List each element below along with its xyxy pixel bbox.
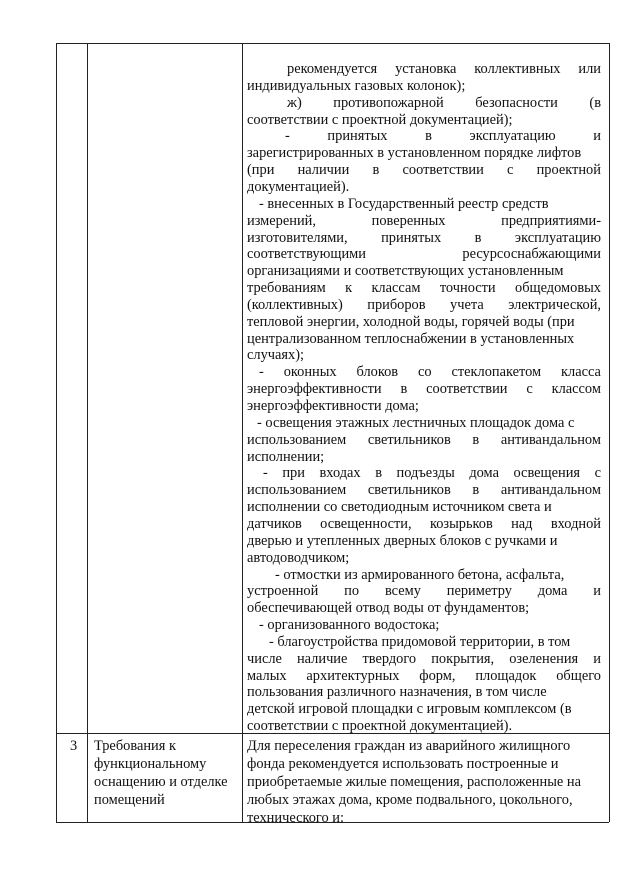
word: проектной <box>536 162 601 179</box>
text-line <box>247 212 601 230</box>
word: классам <box>371 280 421 297</box>
word: озеленения <box>509 650 579 667</box>
text-line <box>247 448 324 466</box>
word: общедомовых <box>515 280 601 297</box>
word: обеспечивающей отвод воды от фундаментов; <box>247 600 530 617</box>
row-title-line: функциональному <box>94 756 207 772</box>
word: детской игровой площадки с игровым комплексом (в <box>247 701 572 718</box>
word: входах <box>319 465 361 482</box>
word: (в <box>589 94 601 111</box>
text-line <box>247 279 601 297</box>
word: класса <box>561 364 601 381</box>
text-line <box>247 77 465 95</box>
text-line <box>259 195 549 213</box>
text-line <box>247 667 601 685</box>
row-title-line: оснащению и отделке <box>94 774 228 790</box>
word: и <box>593 650 601 667</box>
word: предприятиями- <box>501 212 601 229</box>
word: энергоэффективности дома; <box>247 398 419 414</box>
word: подъезды <box>396 465 455 482</box>
word: числе <box>247 650 282 667</box>
word: коллективных <box>474 61 561 77</box>
row-number: 3 <box>70 738 78 754</box>
word: эксплуатацию <box>514 229 601 246</box>
word: периметру <box>446 583 512 600</box>
word: ресурсоснабжающими <box>462 246 601 263</box>
row-title-line: Требования к <box>94 738 176 754</box>
word: дверью и утепленных дверных блоков с ручками и <box>247 532 558 549</box>
text-line <box>247 313 575 331</box>
word: оконных <box>283 364 337 381</box>
word: автодоводчиком; <box>247 549 350 566</box>
word: противопожарной <box>333 94 444 111</box>
word: - отмостки из армированного бетона, асфальта, <box>275 566 565 583</box>
text-line <box>247 380 601 398</box>
word: всему <box>384 583 421 600</box>
word: - внесенных в Государственный реестр средств <box>259 195 549 212</box>
word: любых этажах дома, кроме подвального, цокольного, <box>247 792 573 808</box>
word: точности <box>439 280 496 297</box>
word: общего <box>556 667 601 684</box>
text-line <box>247 178 349 196</box>
word: соответствующими <box>247 246 366 263</box>
word: площадок <box>475 667 537 684</box>
word: индивидуальных газовых колонок); <box>247 77 466 94</box>
word: освещенности, <box>320 515 412 532</box>
word: в <box>472 482 480 499</box>
word: и <box>593 128 601 145</box>
text-line <box>247 582 601 600</box>
text-line <box>287 60 601 78</box>
word: светильников <box>367 431 451 448</box>
word: с <box>526 381 533 398</box>
word: измерений, <box>247 212 316 229</box>
word: соответствии <box>426 381 508 398</box>
text-line <box>247 773 581 791</box>
text-line <box>247 809 344 827</box>
table-border-right <box>609 43 610 822</box>
text-line <box>247 515 601 533</box>
word: антивандальном <box>500 482 601 499</box>
text-line <box>257 414 574 432</box>
word: в <box>372 162 380 179</box>
text-line <box>247 717 512 735</box>
word: требованиям <box>247 280 326 297</box>
word: (при <box>247 162 275 179</box>
word: козырьков <box>429 515 493 532</box>
word: соответствии с проектной документацией). <box>247 718 513 735</box>
word: тепловой энергии, холодной воды, горячей воды (при <box>247 313 575 330</box>
text-line <box>247 650 601 668</box>
word: и <box>593 583 601 600</box>
word: светильников <box>367 482 451 499</box>
word: зарегистрированных в установленном порядке лифтов <box>247 145 582 162</box>
text-line <box>285 127 601 145</box>
text-line <box>247 737 570 755</box>
word: централизованном теплоснабжении в установленных <box>247 330 575 347</box>
text-line <box>247 144 581 162</box>
text-line <box>247 397 419 415</box>
word: твердого <box>362 650 417 667</box>
word: исполнении; <box>247 448 325 465</box>
word: наличие <box>296 650 348 667</box>
word: использованием <box>247 431 347 448</box>
word: - <box>263 465 268 482</box>
word: при <box>282 465 305 482</box>
word: покрытия, <box>431 650 495 667</box>
word: энергоэффективности <box>247 381 382 398</box>
word: антивандальном <box>500 431 601 448</box>
word: изготовителями, <box>247 229 348 246</box>
word: рекомендуется <box>287 61 378 77</box>
text-line <box>269 633 570 651</box>
text-line <box>247 791 573 809</box>
text-line <box>247 296 601 314</box>
table-border-left <box>56 43 57 822</box>
text-line <box>259 363 601 381</box>
word: в <box>425 128 432 145</box>
word: по <box>344 583 360 600</box>
word: форм, <box>419 667 456 684</box>
word: эксплуатацию <box>469 128 556 145</box>
word: приборов <box>367 296 426 313</box>
word: технического и: <box>247 810 344 826</box>
word: в <box>474 229 482 246</box>
word: дома <box>469 465 499 482</box>
word: стеклопакетом <box>451 364 542 381</box>
text-line <box>247 229 601 247</box>
table-border-col1 <box>87 43 88 822</box>
word: освещения <box>513 465 581 482</box>
word: блоков <box>356 364 399 381</box>
word: Для переселения граждан из аварийного жилищного <box>247 738 571 754</box>
word: в <box>375 465 382 482</box>
table-border-top <box>56 43 609 44</box>
text-line <box>247 161 601 179</box>
word: электрической, <box>508 296 601 313</box>
word: в <box>472 431 480 448</box>
word: устроенной <box>247 583 319 600</box>
word: классом <box>551 381 601 398</box>
word: учета <box>450 296 484 313</box>
word: - освещения этажных лестничных площадок дома с <box>257 414 575 431</box>
text-line <box>247 330 574 348</box>
word: организациями и соответствующих установленным <box>247 263 564 280</box>
text-line <box>247 532 558 550</box>
table-border-col2 <box>242 43 243 822</box>
word: малых <box>247 667 287 684</box>
word: датчиков <box>247 515 302 532</box>
word: принятых <box>381 229 442 246</box>
word: принятых <box>327 128 388 145</box>
text-line <box>247 755 559 773</box>
word: случаях); <box>247 347 304 364</box>
text-line <box>247 481 601 499</box>
text-line <box>259 616 439 634</box>
word: исполнении со светодиодным источником света и <box>247 499 552 516</box>
word: - благоустройства придомовой территории, в том <box>269 633 571 650</box>
text-line <box>247 111 512 129</box>
word: поверенных <box>371 212 446 229</box>
word: дома <box>537 583 568 600</box>
word: соответствии <box>402 162 484 179</box>
text-line <box>275 566 564 584</box>
word: со <box>417 364 432 381</box>
word: наличии <box>297 162 350 179</box>
word: с <box>594 465 601 482</box>
word: входной <box>550 515 601 532</box>
word: к <box>345 280 353 297</box>
word: безопасности <box>475 94 558 111</box>
word: - организованного водостока; <box>259 617 440 634</box>
text-line <box>247 431 601 449</box>
word: (коллективных) <box>247 296 343 313</box>
word: соответствии с проектной документацией); <box>247 111 513 128</box>
word: ж) <box>287 94 302 111</box>
text-line <box>247 549 349 567</box>
text-line <box>287 94 601 112</box>
text-line <box>247 262 564 280</box>
word: или <box>578 61 601 77</box>
text-line <box>263 464 601 482</box>
text-line <box>247 700 572 718</box>
word: - <box>285 128 290 145</box>
word: над <box>511 515 533 532</box>
word: в <box>400 381 408 398</box>
text-line <box>247 683 547 701</box>
word: с <box>507 162 514 179</box>
word: установка <box>395 61 457 77</box>
row-title-line: помещений <box>94 792 165 808</box>
word: - <box>259 364 264 381</box>
word: использованием <box>247 482 347 499</box>
text-line <box>247 498 552 516</box>
word: документацией). <box>247 178 350 195</box>
word: архитектурных <box>306 667 400 684</box>
text-line <box>247 245 601 263</box>
word: приобретаемые жилые помещения, расположенные на <box>247 774 581 790</box>
text-line <box>247 599 529 617</box>
word: пользования различного назначения, в том числе <box>247 684 547 701</box>
word: фонда рекомендуется использовать построенные и <box>247 756 559 772</box>
text-line <box>247 346 304 364</box>
